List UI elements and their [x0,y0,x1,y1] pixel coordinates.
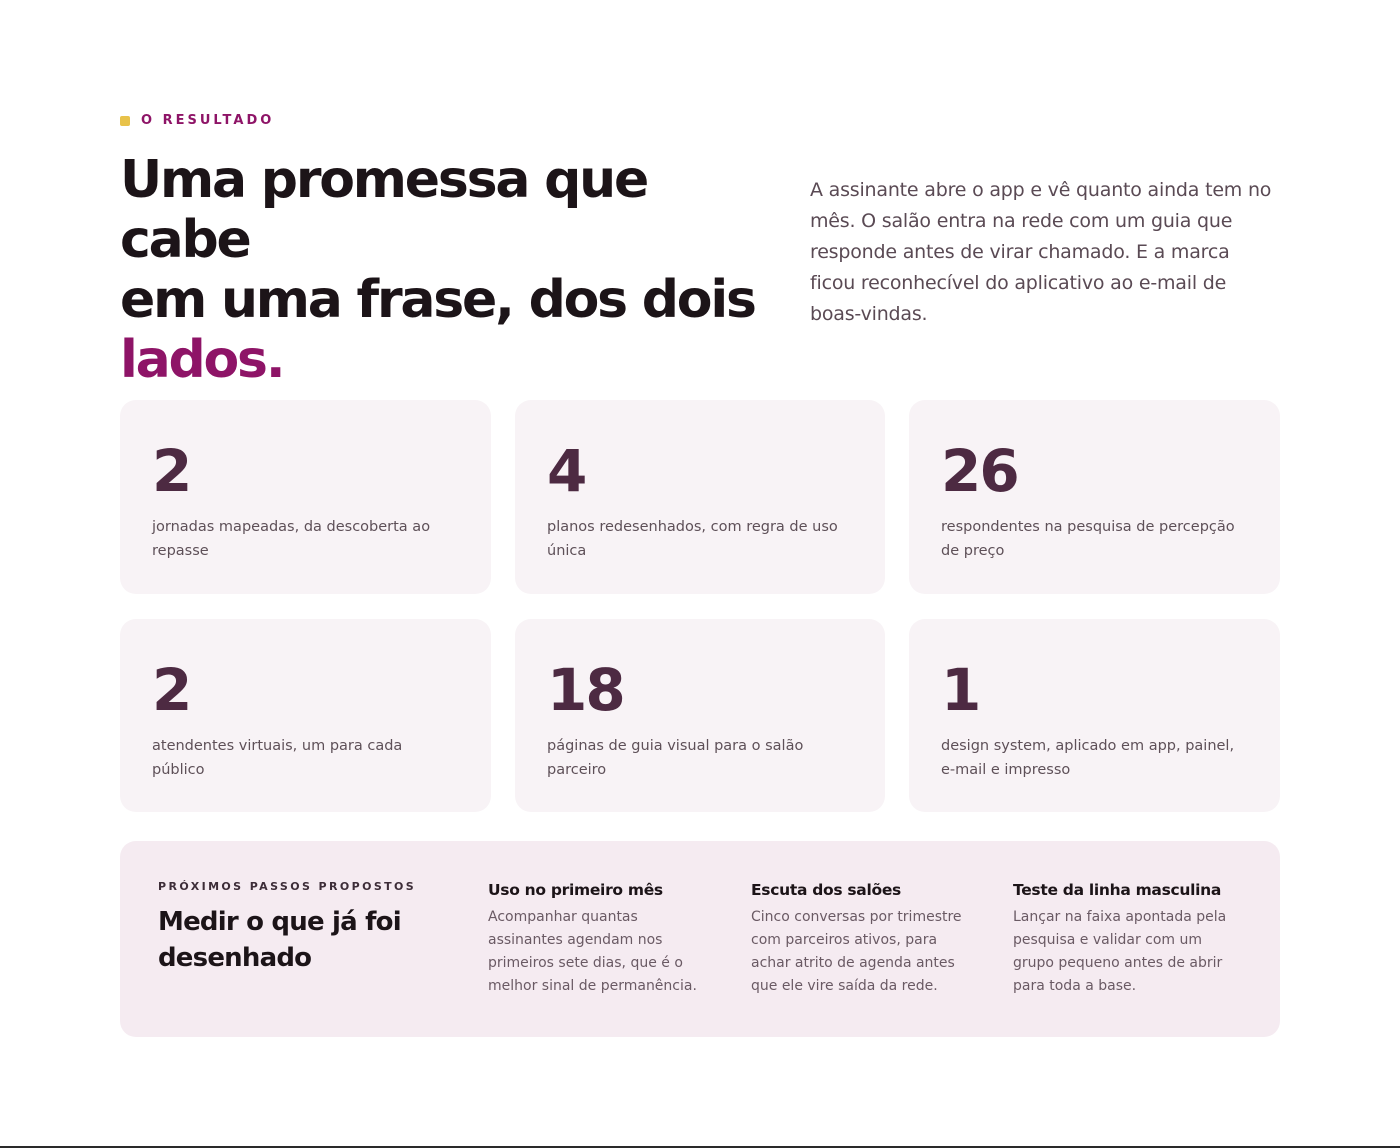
stat-card [515,400,885,594]
next-step-description: Lançar na faixa apontada pela pesquisa e validar com um grupo pequeno antes de abrir para toda a base. [1013,909,1227,994]
next-step-item [1013,879,1241,998]
stat-label: planos redesenhados, com regra de uso única [547,519,838,559]
stat-label: atendentes virtuais, um para cada público [152,738,403,778]
stat-label: respondentes na pesquisa de percepção de preço [941,519,1235,559]
intro-paragraph: A assinante abre o app e vê quanto ainda tem no mês. O salão entra na rede com um guia que responde antes de virar chamado. E a marca ficou reconhecível do aplicativo ao e-mail de boas-vindas. [810,179,1272,325]
next-step-description: Acompanhar quantas assinantes agendam nos primeiros sete dias, que é o melhor sinal de permanência. [488,909,697,994]
stats-grid [120,400,1280,812]
stat-number: 18 [547,656,624,724]
headline-line-2: em uma frase, dos dois [120,270,755,330]
next-step-title: Escuta dos salões [751,881,901,899]
stat-number: 1 [941,656,980,724]
headline-line-1: Uma promessa que cabe [120,150,648,270]
next-steps-eyebrow: PRÓXIMOS PASSOS PROPOSTOS [158,880,417,893]
stat-card [120,619,491,812]
stat-card [515,619,885,812]
next-step-title: Teste da linha masculina [1013,881,1222,899]
stat-label: páginas de guia visual para o salão parceiro [547,738,804,778]
stat-card [120,400,491,594]
eyebrow-label: O RESULTADO [141,113,275,128]
headline-accent: lados. [120,330,284,390]
page-title [120,150,760,390]
next-step-item [751,879,979,998]
stat-number: 4 [547,437,586,505]
next-step-description: Cinco conversas por trimestre com parceiros ativos, para achar atrito de agenda antes que ele vire saída da rede. [751,909,962,994]
next-step-title: Uso no primeiro mês [488,881,663,899]
stat-number: 2 [152,656,191,724]
stat-card [909,400,1280,594]
stat-number: 2 [152,437,191,505]
stat-card [909,619,1280,812]
stat-label: design system, aplicado em app, painel, e-mail e impresso [941,738,1235,778]
next-steps-title: Medir o que já foi desenhado [158,907,401,973]
next-steps-panel [120,841,1280,1037]
section-eyebrow [120,113,274,128]
stat-number: 26 [941,437,1018,505]
stat-label: jornadas mapeadas, da descoberta ao repasse [152,519,431,559]
next-step-item [488,879,716,998]
eyebrow-dot-icon [120,116,130,126]
